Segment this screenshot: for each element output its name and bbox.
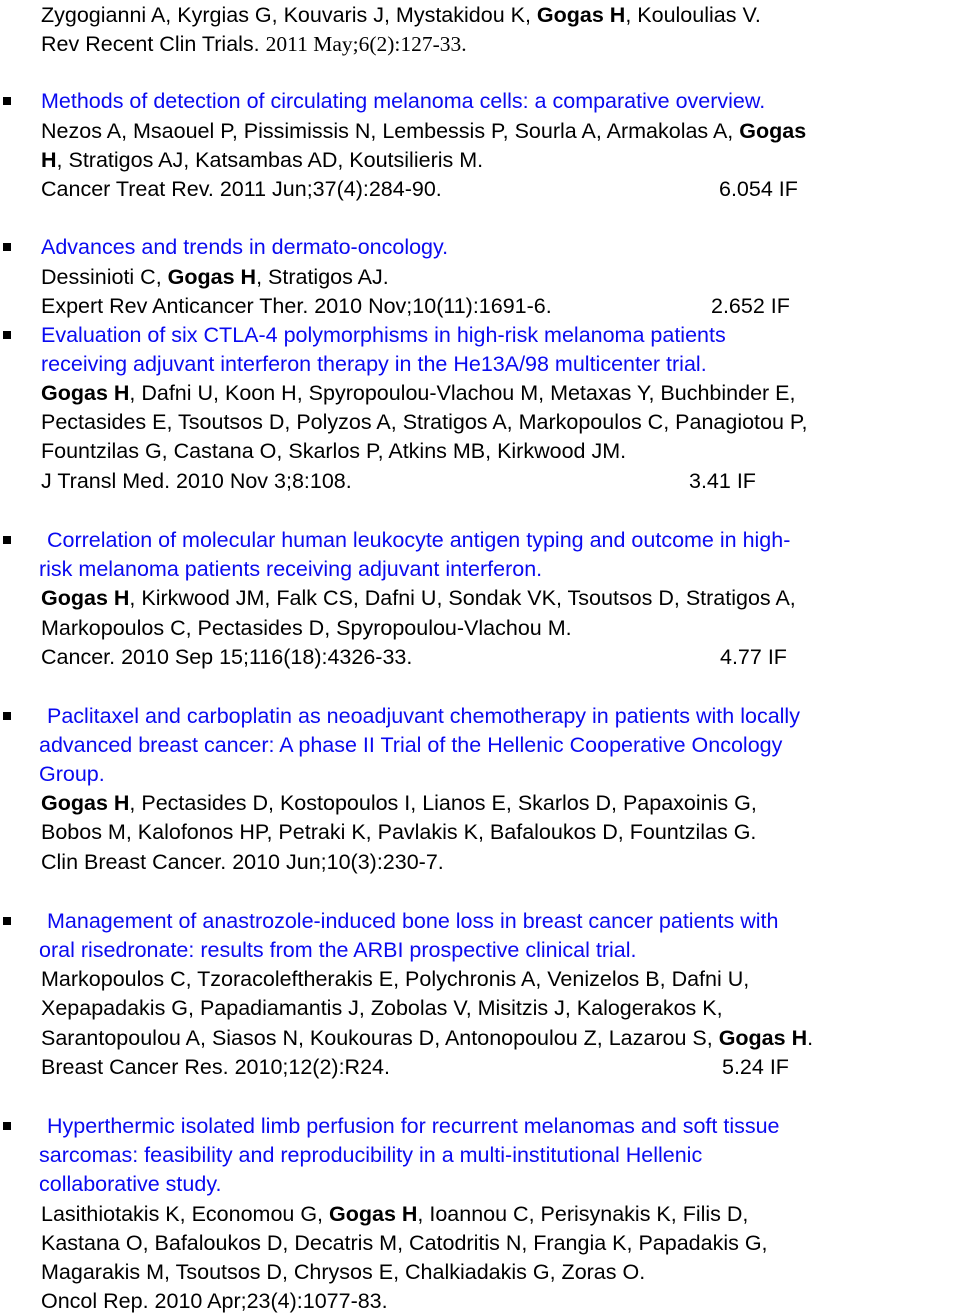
bullet-icon (3, 536, 11, 544)
author-highlight: Gogas H (41, 791, 130, 815)
author-line: H, Stratigos AJ, Katsambas AD, Koutsilieris M. (41, 148, 484, 172)
impact-factor: 4.77 IF (720, 645, 787, 669)
bullet-icon (3, 331, 11, 339)
author-highlight: H (41, 148, 57, 172)
citation-line (41, 31, 467, 57)
citation-detail: 2011 May;6(2):127-33. (265, 32, 467, 56)
author-line: Gogas H, Kirkwood JM, Falk CS, Dafni U, Sondak VK, Tsoutsos D, Stratigos A, (41, 586, 796, 610)
bullet-icon (3, 917, 11, 925)
journal-name: Rev Recent Clin Trials. (41, 32, 260, 56)
citation-line: Clin Breast Cancer. 2010 Jun;10(3):230-7. (41, 850, 444, 874)
author-highlight: Gogas (739, 119, 807, 143)
article-title[interactable]: Advances and trends in dermato-oncology. (41, 235, 449, 259)
article-title[interactable]: Correlation of molecular human leukocyte antigen typing and outcome in high- (47, 528, 791, 552)
article-title[interactable]: Management of anastrozole-induced bone loss in breast cancer patients with (47, 909, 779, 933)
author-line: Kastana O, Bafaloukos D, Decatris M, Catodritis N, Frangia K, Papadakis G, (41, 1231, 768, 1255)
citation-line: Cancer. 2010 Sep 15;116(18):4326-33. (41, 645, 413, 669)
author-highlight: Gogas H (718, 1026, 808, 1050)
bullet-icon (3, 1122, 11, 1130)
article-title[interactable]: Hyperthermic isolated limb perfusion for recurrent melanomas and soft tissue (47, 1114, 780, 1138)
author-line: Zygogianni A, Kyrgias G, Kouvaris J, Mystakidou K, Gogas H, Kouloulias V. (41, 3, 761, 27)
author-highlight: Gogas H (167, 265, 257, 289)
citation-line: Expert Rev Anticancer Ther. 2010 Nov;10(11):1691-6. (41, 294, 552, 318)
author-highlight: Gogas H (41, 381, 130, 405)
impact-factor: 6.054 IF (719, 177, 798, 201)
article-title[interactable]: collaborative study. (39, 1172, 222, 1196)
article-title[interactable]: risk melanoma patients receiving adjuvant interferon. (39, 557, 543, 581)
author-highlight: Gogas H (41, 586, 130, 610)
impact-factor: 3.41 IF (689, 469, 756, 493)
article-title[interactable]: Evaluation of six CTLA-4 polymorphisms in high-risk melanoma patients (41, 323, 726, 347)
author-line: Dessinioti C, Gogas H, Stratigos AJ. (41, 265, 389, 289)
author-highlight: Gogas H (536, 3, 626, 27)
impact-factor: 5.24 IF (722, 1055, 789, 1079)
article-title[interactable]: receiving adjuvant interferon therapy in the He13A/98 multicenter trial. (41, 352, 707, 376)
article-title[interactable]: Paclitaxel and carboplatin as neoadjuvant chemotherapy in patients with locally (47, 704, 800, 728)
author-line: Bobos M, Kalofonos HP, Petraki K, Pavlakis K, Bafaloukos D, Fountzilas G. (41, 820, 757, 844)
article-title[interactable]: Methods of detection of circulating melanoma cells: a comparative overview. (41, 89, 766, 113)
author-line: Pectasides E, Tsoutsos D, Polyzos A, Stratigos A, Markopoulos C, Panagiotou P, (41, 410, 808, 434)
bullet-icon (3, 97, 11, 105)
citation-line: Oncol Rep. 2010 Apr;23(4):1077-83. (41, 1289, 388, 1313)
article-title[interactable]: oral risedronate: results from the ARBI prospective clinical trial. (39, 938, 637, 962)
bullet-icon (3, 243, 11, 251)
author-line: Lasithiotakis K, Economou G, Gogas H, Ioannou C, Perisynakis K, Filis D, (41, 1202, 749, 1226)
citation-line: Breast Cancer Res. 2010;12(2):R24. (41, 1055, 390, 1079)
author-line: Xepapadakis G, Papadiamantis J, Zobolas V, Misitzis J, Kalogerakos K, (41, 996, 723, 1020)
citation-line: Cancer Treat Rev. 2011 Jun;37(4):284-90. (41, 177, 442, 201)
article-title[interactable]: advanced breast cancer: A phase II Trial of the Hellenic Cooperative Oncology (39, 733, 783, 757)
author-line: Gogas H, Pectasides D, Kostopoulos I, Lianos E, Skarlos D, Papaxoinis G, (41, 791, 757, 815)
author-line: Markopoulos C, Tzoracoleftherakis E, Polychronis A, Venizelos B, Dafni U, (41, 967, 750, 991)
article-title[interactable]: Group. (39, 762, 105, 786)
article-title[interactable]: sarcomas: feasibility and reproducibility in a multi-institutional Hellenic (39, 1143, 703, 1167)
author-highlight: Gogas H (329, 1202, 418, 1226)
author-line: Nezos A, Msaouel P, Pissimissis N, Lembessis P, Sourla A, Armakolas A, Gogas (41, 119, 807, 143)
author-line: Markopoulos C, Pectasides D, Spyropoulou-Vlachou M. (41, 616, 572, 640)
bullet-icon (3, 712, 11, 720)
author-line: Gogas H, Dafni U, Koon H, Spyropoulou-Vlachou M, Metaxas Y, Buchbinder E, (41, 381, 796, 405)
impact-factor: 2.652 IF (711, 294, 790, 318)
author-line: Magarakis M, Tsoutsos D, Chrysos E, Chalkiadakis G, Zoras O. (41, 1260, 646, 1284)
citation-line: J Transl Med. 2010 Nov 3;8:108. (41, 469, 352, 493)
author-line: Sarantopoulou A, Siasos N, Koukouras D, Antonopoulou Z, Lazarou S, Gogas H. (41, 1026, 814, 1050)
author-line: Fountzilas G, Castana O, Skarlos P, Atkins MB, Kirkwood JM. (41, 439, 627, 463)
